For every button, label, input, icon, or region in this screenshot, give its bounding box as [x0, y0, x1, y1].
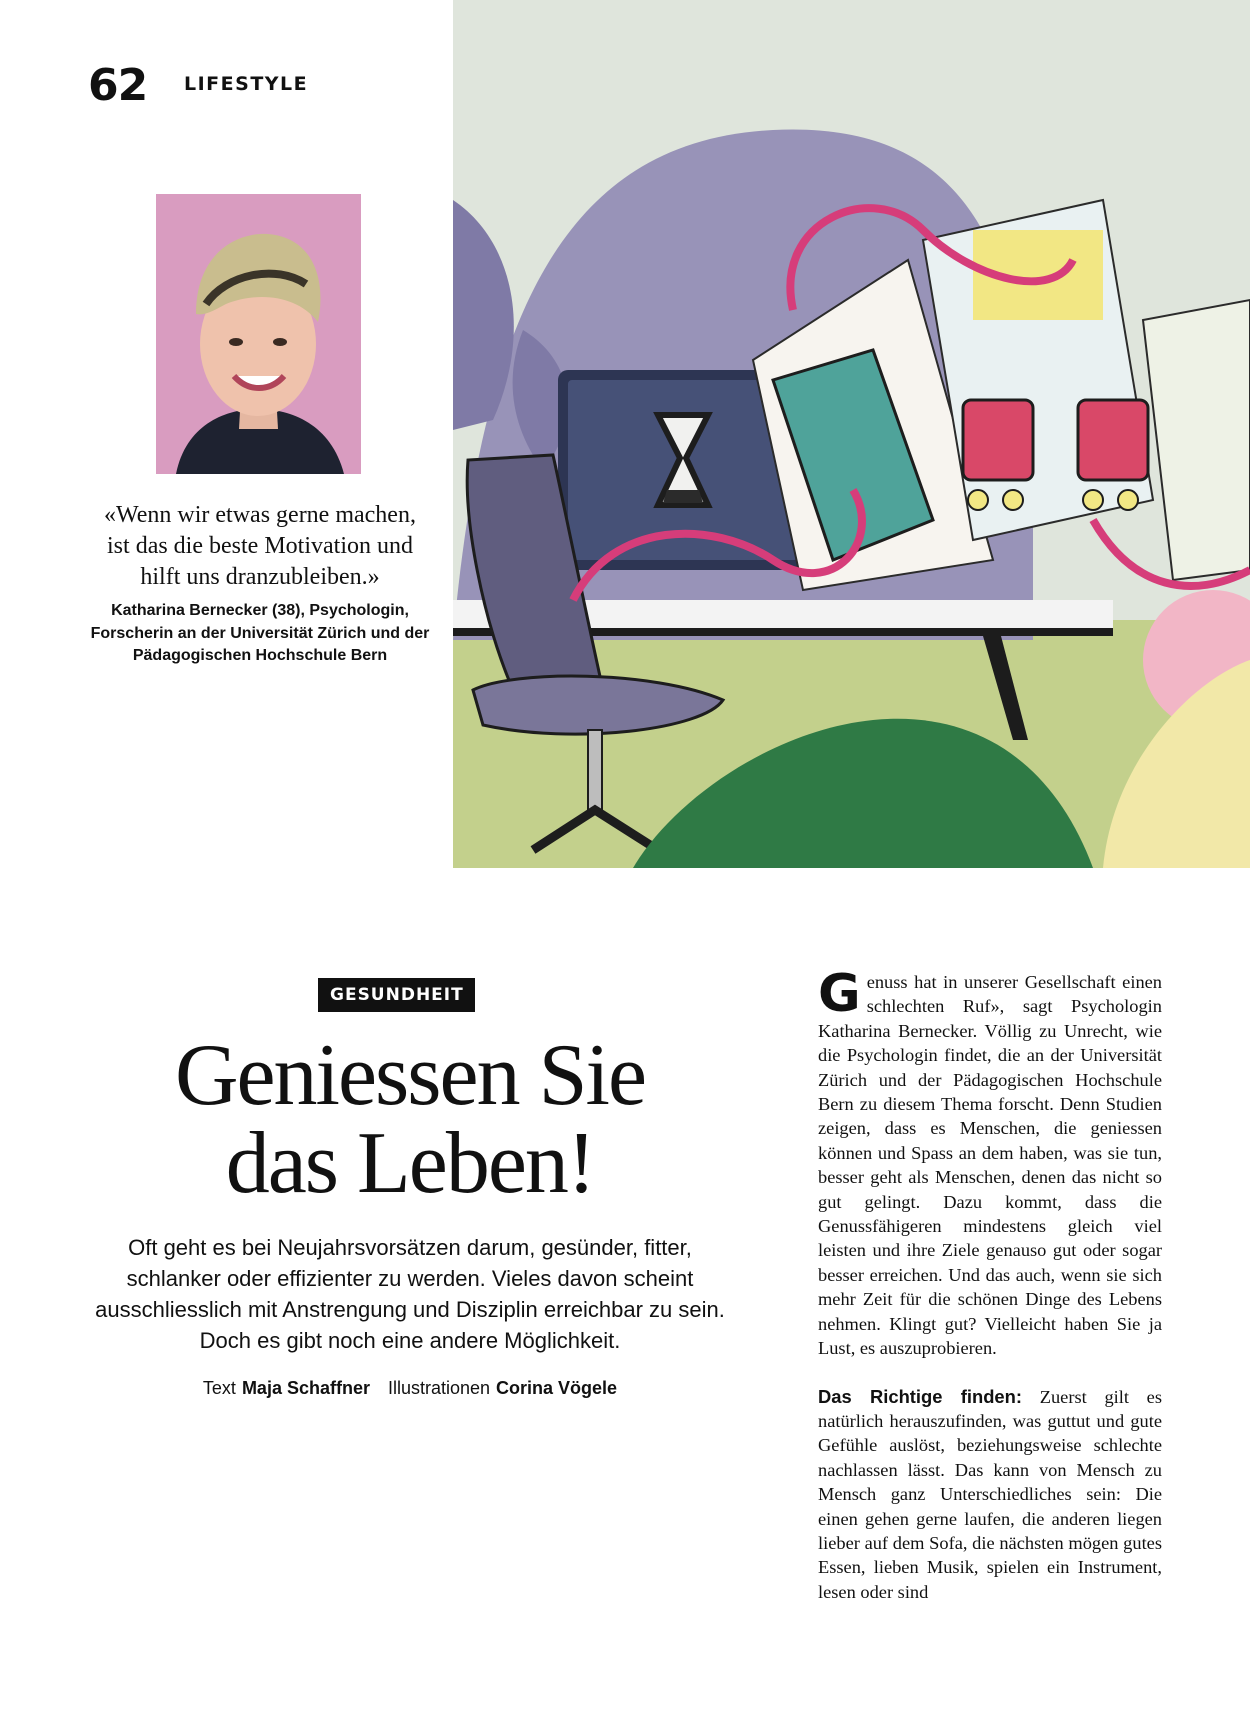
article-lead: Oft geht es bei Neujahrsvorsätzen darum, gesünder, fitter, schlanker oder effizienter zu werden. Vieles davon scheint ausschliesslich mit Anstrengung und Disziplin erreichbar zu sein. Doch es gibt noch eine andere Möglichkeit. — [95, 1235, 725, 1353]
illustration — [453, 0, 1250, 868]
article-headline — [60, 1027, 760, 1212]
headline-line-1: Geniessen Sie — [174, 1027, 646, 1124]
page-number: 62 — [88, 60, 148, 111]
drop-cap: G — [818, 964, 861, 1024]
body-paragraph-2 — [818, 1385, 1162, 1605]
credit-text-name: Maja Schaffner — [241, 1378, 370, 1398]
body-subhead: Das Richtige finden: — [818, 1385, 1023, 1407]
body-paragraph-1-text: enuss hat in unserer Gesellschaft einen schlechten Ruf», sagt Psychologin Katharina Bernecker. Völlig zu Unrecht, wie die Psychologin findet, die an der Universität Zürich und der Pädagogischen Hochschule Bern zu diesem Thema forscht. Denn Studien zeigen, dass es Menschen, die geniessen können und Spass an dem haben, was sie tun, besser geht als Menschen, denen das nicht so gut gelingt. Dazu kommt, dass die Genussfähigeren mindestens gleich viel leisten und ihre Ziele genauso gut oder sogar besser erreichen. Und das auch, wenn sie sich mehr Zeit für die schönen Dinge des Lebens nehmen. Klingt gut? Vielleicht haben Sie ja Lust, es auszuprobieren. — [818, 972, 1162, 1359]
headline-line-2: das Leben! — [225, 1115, 595, 1212]
quote-attribution: Katharina Bernecker (38), Psychologin, Forscherin an der Universität Zürich und der Pädagogischen Hochschule Bern — [90, 602, 430, 664]
article-body — [818, 964, 1162, 1628]
credit-illus-name: Corina Vögele — [496, 1378, 618, 1398]
section-title: LIFESTYLE — [184, 73, 309, 95]
category-badge: GESUNDHEIT — [318, 978, 475, 1012]
body-paragraph-1 — [818, 964, 1162, 1361]
article-credits — [80, 1378, 740, 1399]
body-paragraph-2-text: Zuerst gilt es natürlich herauszufinden, was guttut und gute Gefühle auslöst, beziehungsweise schlechte nachlassen lässt. Das kann von Mensch zu Mensch ganz Unterschiedliches sein: Die einen gehen gerne laufen, die anderen liegen lieber auf dem Sofa, die nächsten mögen gutes Essen, lieben Musik, spielen ein Instrument, lesen oder sind — [818, 1386, 1162, 1602]
pull-quote: «Wenn wir etwas gerne machen, ist das die beste Motivation und hilft uns dranzubleiben.» — [104, 502, 416, 590]
credit-illus-label: Illustrationen — [387, 1378, 491, 1398]
portrait-photo — [156, 194, 361, 474]
credit-text-label: Text — [202, 1378, 236, 1398]
